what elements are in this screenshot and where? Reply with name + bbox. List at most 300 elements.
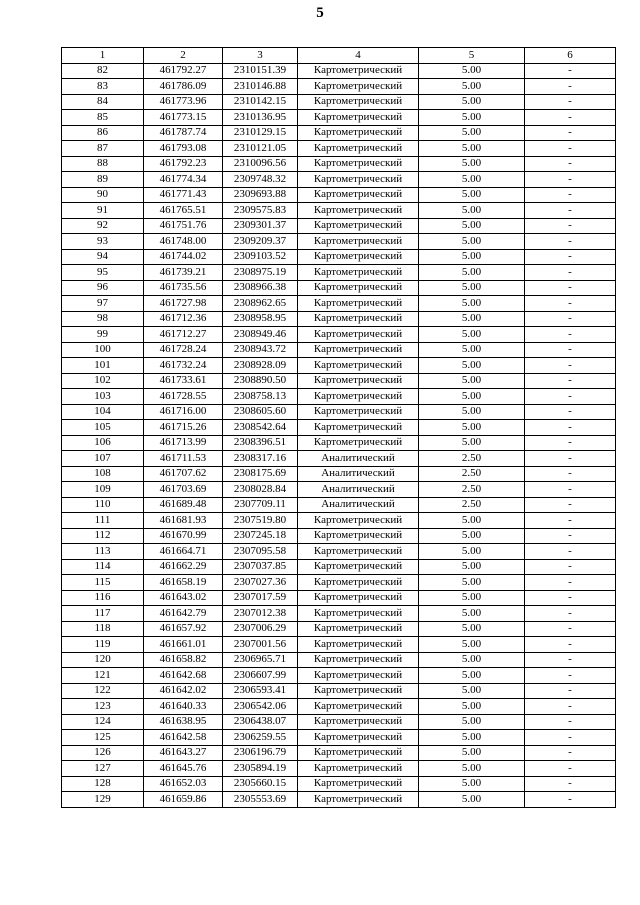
point-number-cell: 117 (62, 606, 144, 622)
accuracy-cell: 5.00 (419, 714, 525, 730)
y-coordinate-cell: 2309748.32 (223, 172, 298, 188)
point-number-cell: 92 (62, 218, 144, 234)
table-row (62, 249, 616, 265)
table-row (62, 590, 616, 606)
point-number-cell: 87 (62, 141, 144, 157)
point-number-cell: 102 (62, 373, 144, 389)
point-number-cell: 86 (62, 125, 144, 141)
note-cell: - (525, 358, 616, 374)
table-row (62, 94, 616, 110)
method-cell: Картометрический (298, 730, 419, 746)
note-cell: - (525, 420, 616, 436)
note-cell: - (525, 761, 616, 777)
method-cell: Картометрический (298, 342, 419, 358)
y-coordinate-cell: 2308317.16 (223, 451, 298, 467)
accuracy-cell: 5.00 (419, 94, 525, 110)
x-coordinate-cell: 461712.36 (144, 311, 223, 327)
table-row (62, 435, 616, 451)
y-coordinate-cell: 2308758.13 (223, 389, 298, 405)
y-coordinate-cell: 2308958.95 (223, 311, 298, 327)
note-cell: - (525, 497, 616, 513)
accuracy-cell: 5.00 (419, 327, 525, 343)
point-number-cell: 118 (62, 621, 144, 637)
note-cell: - (525, 559, 616, 575)
point-number-cell: 112 (62, 528, 144, 544)
y-coordinate-cell: 2306438.07 (223, 714, 298, 730)
header-cell: 2 (144, 48, 223, 64)
x-coordinate-cell: 461642.58 (144, 730, 223, 746)
accuracy-cell: 5.00 (419, 280, 525, 296)
x-coordinate-cell: 461748.00 (144, 234, 223, 250)
accuracy-cell: 5.00 (419, 528, 525, 544)
x-coordinate-cell: 461642.68 (144, 668, 223, 684)
accuracy-cell: 2.50 (419, 497, 525, 513)
y-coordinate-cell: 2307017.59 (223, 590, 298, 606)
method-cell: Картометрический (298, 280, 419, 296)
point-number-cell: 96 (62, 280, 144, 296)
x-coordinate-cell: 461712.27 (144, 327, 223, 343)
table-row (62, 311, 616, 327)
note-cell: - (525, 296, 616, 312)
y-coordinate-cell: 2305894.19 (223, 761, 298, 777)
note-cell: - (525, 141, 616, 157)
y-coordinate-cell: 2308028.84 (223, 482, 298, 498)
method-cell: Картометрический (298, 110, 419, 126)
note-cell: - (525, 249, 616, 265)
method-cell: Картометрический (298, 156, 419, 172)
x-coordinate-cell: 461792.27 (144, 63, 223, 79)
y-coordinate-cell: 2309575.83 (223, 203, 298, 219)
x-coordinate-cell: 461657.92 (144, 621, 223, 637)
table-row (62, 683, 616, 699)
accuracy-cell: 5.00 (419, 249, 525, 265)
note-cell: - (525, 513, 616, 529)
table-header-row (62, 48, 616, 64)
table-row (62, 544, 616, 560)
note-cell: - (525, 156, 616, 172)
accuracy-cell: 5.00 (419, 141, 525, 157)
point-number-cell: 93 (62, 234, 144, 250)
method-cell: Картометрический (298, 141, 419, 157)
note-cell: - (525, 218, 616, 234)
x-coordinate-cell: 461711.53 (144, 451, 223, 467)
table-row (62, 234, 616, 250)
coordinates-table (61, 47, 616, 808)
y-coordinate-cell: 2306259.55 (223, 730, 298, 746)
y-coordinate-cell: 2307037.85 (223, 559, 298, 575)
table-row (62, 559, 616, 575)
point-number-cell: 111 (62, 513, 144, 529)
note-cell: - (525, 342, 616, 358)
method-cell: Картометрический (298, 761, 419, 777)
x-coordinate-cell: 461773.15 (144, 110, 223, 126)
table-row (62, 730, 616, 746)
x-coordinate-cell: 461744.02 (144, 249, 223, 265)
y-coordinate-cell: 2307245.18 (223, 528, 298, 544)
y-coordinate-cell: 2306593.41 (223, 683, 298, 699)
method-cell: Картометрический (298, 234, 419, 250)
method-cell: Картометрический (298, 590, 419, 606)
x-coordinate-cell: 461792.23 (144, 156, 223, 172)
x-coordinate-cell: 461732.24 (144, 358, 223, 374)
point-number-cell: 104 (62, 404, 144, 420)
note-cell: - (525, 63, 616, 79)
x-coordinate-cell: 461765.51 (144, 203, 223, 219)
point-number-cell: 129 (62, 792, 144, 808)
accuracy-cell: 5.00 (419, 342, 525, 358)
table-row (62, 404, 616, 420)
accuracy-cell: 5.00 (419, 683, 525, 699)
method-cell: Картометрический (298, 683, 419, 699)
accuracy-cell: 5.00 (419, 776, 525, 792)
accuracy-cell: 5.00 (419, 389, 525, 405)
point-number-cell: 115 (62, 575, 144, 591)
header-cell: 5 (419, 48, 525, 64)
x-coordinate-cell: 461642.02 (144, 683, 223, 699)
method-cell: Картометрический (298, 203, 419, 219)
accuracy-cell: 5.00 (419, 544, 525, 560)
note-cell: - (525, 110, 616, 126)
header-cell: 3 (223, 48, 298, 64)
y-coordinate-cell: 2307006.29 (223, 621, 298, 637)
note-cell: - (525, 94, 616, 110)
table-row (62, 296, 616, 312)
y-coordinate-cell: 2307519.80 (223, 513, 298, 529)
y-coordinate-cell: 2307027.36 (223, 575, 298, 591)
accuracy-cell: 2.50 (419, 451, 525, 467)
x-coordinate-cell: 461787.74 (144, 125, 223, 141)
accuracy-cell: 5.00 (419, 435, 525, 451)
accuracy-cell: 5.00 (419, 559, 525, 575)
method-cell: Картометрический (298, 296, 419, 312)
method-cell: Картометрический (298, 420, 419, 436)
accuracy-cell: 5.00 (419, 125, 525, 141)
x-coordinate-cell: 461771.43 (144, 187, 223, 203)
x-coordinate-cell: 461659.86 (144, 792, 223, 808)
accuracy-cell: 5.00 (419, 265, 525, 281)
point-number-cell: 108 (62, 466, 144, 482)
x-coordinate-cell: 461642.79 (144, 606, 223, 622)
table-row (62, 141, 616, 157)
y-coordinate-cell: 2310129.15 (223, 125, 298, 141)
y-coordinate-cell: 2306965.71 (223, 652, 298, 668)
note-cell: - (525, 482, 616, 498)
y-coordinate-cell: 2308975.19 (223, 265, 298, 281)
y-coordinate-cell: 2307012.38 (223, 606, 298, 622)
method-cell: Картометрический (298, 668, 419, 684)
accuracy-cell: 5.00 (419, 606, 525, 622)
x-coordinate-cell: 461661.01 (144, 637, 223, 653)
accuracy-cell: 5.00 (419, 63, 525, 79)
x-coordinate-cell: 461640.33 (144, 699, 223, 715)
table-row (62, 389, 616, 405)
x-coordinate-cell: 461689.48 (144, 497, 223, 513)
x-coordinate-cell: 461638.95 (144, 714, 223, 730)
note-cell: - (525, 621, 616, 637)
method-cell: Картометрический (298, 172, 419, 188)
method-cell: Картометрический (298, 79, 419, 95)
accuracy-cell: 5.00 (419, 575, 525, 591)
y-coordinate-cell: 2308542.64 (223, 420, 298, 436)
y-coordinate-cell: 2310142.15 (223, 94, 298, 110)
x-coordinate-cell: 461713.99 (144, 435, 223, 451)
x-coordinate-cell: 461773.96 (144, 94, 223, 110)
y-coordinate-cell: 2309209.37 (223, 234, 298, 250)
method-cell: Картометрический (298, 373, 419, 389)
accuracy-cell: 5.00 (419, 621, 525, 637)
accuracy-cell: 5.00 (419, 745, 525, 761)
note-cell: - (525, 234, 616, 250)
note-cell: - (525, 79, 616, 95)
method-cell: Картометрический (298, 559, 419, 575)
method-cell: Аналитический (298, 466, 419, 482)
method-cell: Картометрический (298, 776, 419, 792)
method-cell: Картометрический (298, 745, 419, 761)
table-row (62, 714, 616, 730)
accuracy-cell: 5.00 (419, 730, 525, 746)
table-row (62, 668, 616, 684)
x-coordinate-cell: 461643.02 (144, 590, 223, 606)
table-row (62, 420, 616, 436)
point-number-cell: 95 (62, 265, 144, 281)
point-number-cell: 114 (62, 559, 144, 575)
point-number-cell: 105 (62, 420, 144, 436)
point-number-cell: 98 (62, 311, 144, 327)
point-number-cell: 113 (62, 544, 144, 560)
method-cell: Картометрический (298, 218, 419, 234)
y-coordinate-cell: 2310146.88 (223, 79, 298, 95)
y-coordinate-cell: 2308605.60 (223, 404, 298, 420)
method-cell: Картометрический (298, 528, 419, 544)
x-coordinate-cell: 461733.61 (144, 373, 223, 389)
point-number-cell: 121 (62, 668, 144, 684)
note-cell: - (525, 125, 616, 141)
point-number-cell: 91 (62, 203, 144, 219)
table-row (62, 203, 616, 219)
table-row (62, 79, 616, 95)
note-cell: - (525, 203, 616, 219)
x-coordinate-cell: 461670.99 (144, 528, 223, 544)
point-number-cell: 100 (62, 342, 144, 358)
table-row (62, 187, 616, 203)
y-coordinate-cell: 2308943.72 (223, 342, 298, 358)
y-coordinate-cell: 2310136.95 (223, 110, 298, 126)
point-number-cell: 90 (62, 187, 144, 203)
method-cell: Картометрический (298, 544, 419, 560)
point-number-cell: 125 (62, 730, 144, 746)
accuracy-cell: 5.00 (419, 404, 525, 420)
point-number-cell: 119 (62, 637, 144, 653)
y-coordinate-cell: 2309301.37 (223, 218, 298, 234)
point-number-cell: 107 (62, 451, 144, 467)
accuracy-cell: 2.50 (419, 466, 525, 482)
method-cell: Картометрический (298, 187, 419, 203)
accuracy-cell: 5.00 (419, 79, 525, 95)
table-row (62, 358, 616, 374)
point-number-cell: 110 (62, 497, 144, 513)
note-cell: - (525, 590, 616, 606)
table-row (62, 373, 616, 389)
table-row (62, 497, 616, 513)
header-cell: 4 (298, 48, 419, 64)
note-cell: - (525, 389, 616, 405)
table-row (62, 652, 616, 668)
x-coordinate-cell: 461707.62 (144, 466, 223, 482)
note-cell: - (525, 404, 616, 420)
table-row (62, 513, 616, 529)
note-cell: - (525, 544, 616, 560)
note-cell: - (525, 606, 616, 622)
accuracy-cell: 5.00 (419, 652, 525, 668)
note-cell: - (525, 792, 616, 808)
accuracy-cell: 5.00 (419, 296, 525, 312)
x-coordinate-cell: 461658.19 (144, 575, 223, 591)
table-row (62, 110, 616, 126)
accuracy-cell: 5.00 (419, 373, 525, 389)
table-row (62, 637, 616, 653)
table-row (62, 280, 616, 296)
table-row (62, 606, 616, 622)
point-number-cell: 89 (62, 172, 144, 188)
method-cell: Картометрический (298, 265, 419, 281)
note-cell: - (525, 451, 616, 467)
table-row (62, 63, 616, 79)
point-number-cell: 83 (62, 79, 144, 95)
method-cell: Аналитический (298, 497, 419, 513)
x-coordinate-cell: 461643.27 (144, 745, 223, 761)
y-coordinate-cell: 2306542.06 (223, 699, 298, 715)
y-coordinate-cell: 2305553.69 (223, 792, 298, 808)
y-coordinate-cell: 2307095.58 (223, 544, 298, 560)
y-coordinate-cell: 2307001.56 (223, 637, 298, 653)
accuracy-cell: 5.00 (419, 637, 525, 653)
accuracy-cell: 5.00 (419, 420, 525, 436)
table-row (62, 451, 616, 467)
method-cell: Картометрический (298, 125, 419, 141)
table-row (62, 342, 616, 358)
table-row (62, 792, 616, 808)
accuracy-cell: 5.00 (419, 311, 525, 327)
x-coordinate-cell: 461774.34 (144, 172, 223, 188)
note-cell: - (525, 187, 616, 203)
method-cell: Картометрический (298, 389, 419, 405)
accuracy-cell: 5.00 (419, 234, 525, 250)
note-cell: - (525, 683, 616, 699)
point-number-cell: 106 (62, 435, 144, 451)
note-cell: - (525, 311, 616, 327)
table-row (62, 699, 616, 715)
x-coordinate-cell: 461786.09 (144, 79, 223, 95)
point-number-cell: 127 (62, 761, 144, 777)
table-row (62, 218, 616, 234)
y-coordinate-cell: 2310096.56 (223, 156, 298, 172)
method-cell: Картометрический (298, 575, 419, 591)
method-cell: Картометрический (298, 637, 419, 653)
accuracy-cell: 5.00 (419, 792, 525, 808)
y-coordinate-cell: 2309693.88 (223, 187, 298, 203)
y-coordinate-cell: 2306196.79 (223, 745, 298, 761)
point-number-cell: 128 (62, 776, 144, 792)
x-coordinate-cell: 461716.00 (144, 404, 223, 420)
y-coordinate-cell: 2308890.50 (223, 373, 298, 389)
note-cell: - (525, 575, 616, 591)
y-coordinate-cell: 2310151.39 (223, 63, 298, 79)
table-row (62, 327, 616, 343)
method-cell: Аналитический (298, 451, 419, 467)
method-cell: Картометрический (298, 714, 419, 730)
x-coordinate-cell: 461652.03 (144, 776, 223, 792)
note-cell: - (525, 652, 616, 668)
point-number-cell: 123 (62, 699, 144, 715)
y-coordinate-cell: 2310121.05 (223, 141, 298, 157)
note-cell: - (525, 172, 616, 188)
table-row (62, 575, 616, 591)
accuracy-cell: 5.00 (419, 172, 525, 188)
note-cell: - (525, 528, 616, 544)
point-number-cell: 99 (62, 327, 144, 343)
method-cell: Картометрический (298, 513, 419, 529)
x-coordinate-cell: 461662.29 (144, 559, 223, 575)
x-coordinate-cell: 461664.71 (144, 544, 223, 560)
y-coordinate-cell: 2308175.69 (223, 466, 298, 482)
accuracy-cell: 5.00 (419, 668, 525, 684)
header-cell: 6 (525, 48, 616, 64)
point-number-cell: 116 (62, 590, 144, 606)
method-cell: Картометрический (298, 699, 419, 715)
note-cell: - (525, 466, 616, 482)
point-number-cell: 85 (62, 110, 144, 126)
accuracy-cell: 5.00 (419, 699, 525, 715)
method-cell: Картометрический (298, 94, 419, 110)
accuracy-cell: 5.00 (419, 110, 525, 126)
x-coordinate-cell: 461703.69 (144, 482, 223, 498)
x-coordinate-cell: 461728.24 (144, 342, 223, 358)
accuracy-cell: 5.00 (419, 218, 525, 234)
y-coordinate-cell: 2305660.15 (223, 776, 298, 792)
y-coordinate-cell: 2308962.65 (223, 296, 298, 312)
point-number-cell: 124 (62, 714, 144, 730)
accuracy-cell: 5.00 (419, 513, 525, 529)
table-row (62, 466, 616, 482)
table-row (62, 761, 616, 777)
method-cell: Картометрический (298, 327, 419, 343)
note-cell: - (525, 327, 616, 343)
note-cell: - (525, 745, 616, 761)
x-coordinate-cell: 461728.55 (144, 389, 223, 405)
x-coordinate-cell: 461739.21 (144, 265, 223, 281)
point-number-cell: 82 (62, 63, 144, 79)
y-coordinate-cell: 2308949.46 (223, 327, 298, 343)
point-number-cell: 88 (62, 156, 144, 172)
accuracy-cell: 5.00 (419, 187, 525, 203)
page-number: 5 (316, 5, 324, 21)
header-cell: 1 (62, 48, 144, 64)
method-cell: Картометрический (298, 311, 419, 327)
accuracy-cell: 5.00 (419, 203, 525, 219)
method-cell: Картометрический (298, 621, 419, 637)
x-coordinate-cell: 461681.93 (144, 513, 223, 529)
y-coordinate-cell: 2306607.99 (223, 668, 298, 684)
x-coordinate-cell: 461751.76 (144, 218, 223, 234)
table-row (62, 621, 616, 637)
note-cell: - (525, 435, 616, 451)
note-cell: - (525, 730, 616, 746)
method-cell: Картометрический (298, 63, 419, 79)
note-cell: - (525, 280, 616, 296)
table-row (62, 265, 616, 281)
accuracy-cell: 5.00 (419, 590, 525, 606)
note-cell: - (525, 668, 616, 684)
